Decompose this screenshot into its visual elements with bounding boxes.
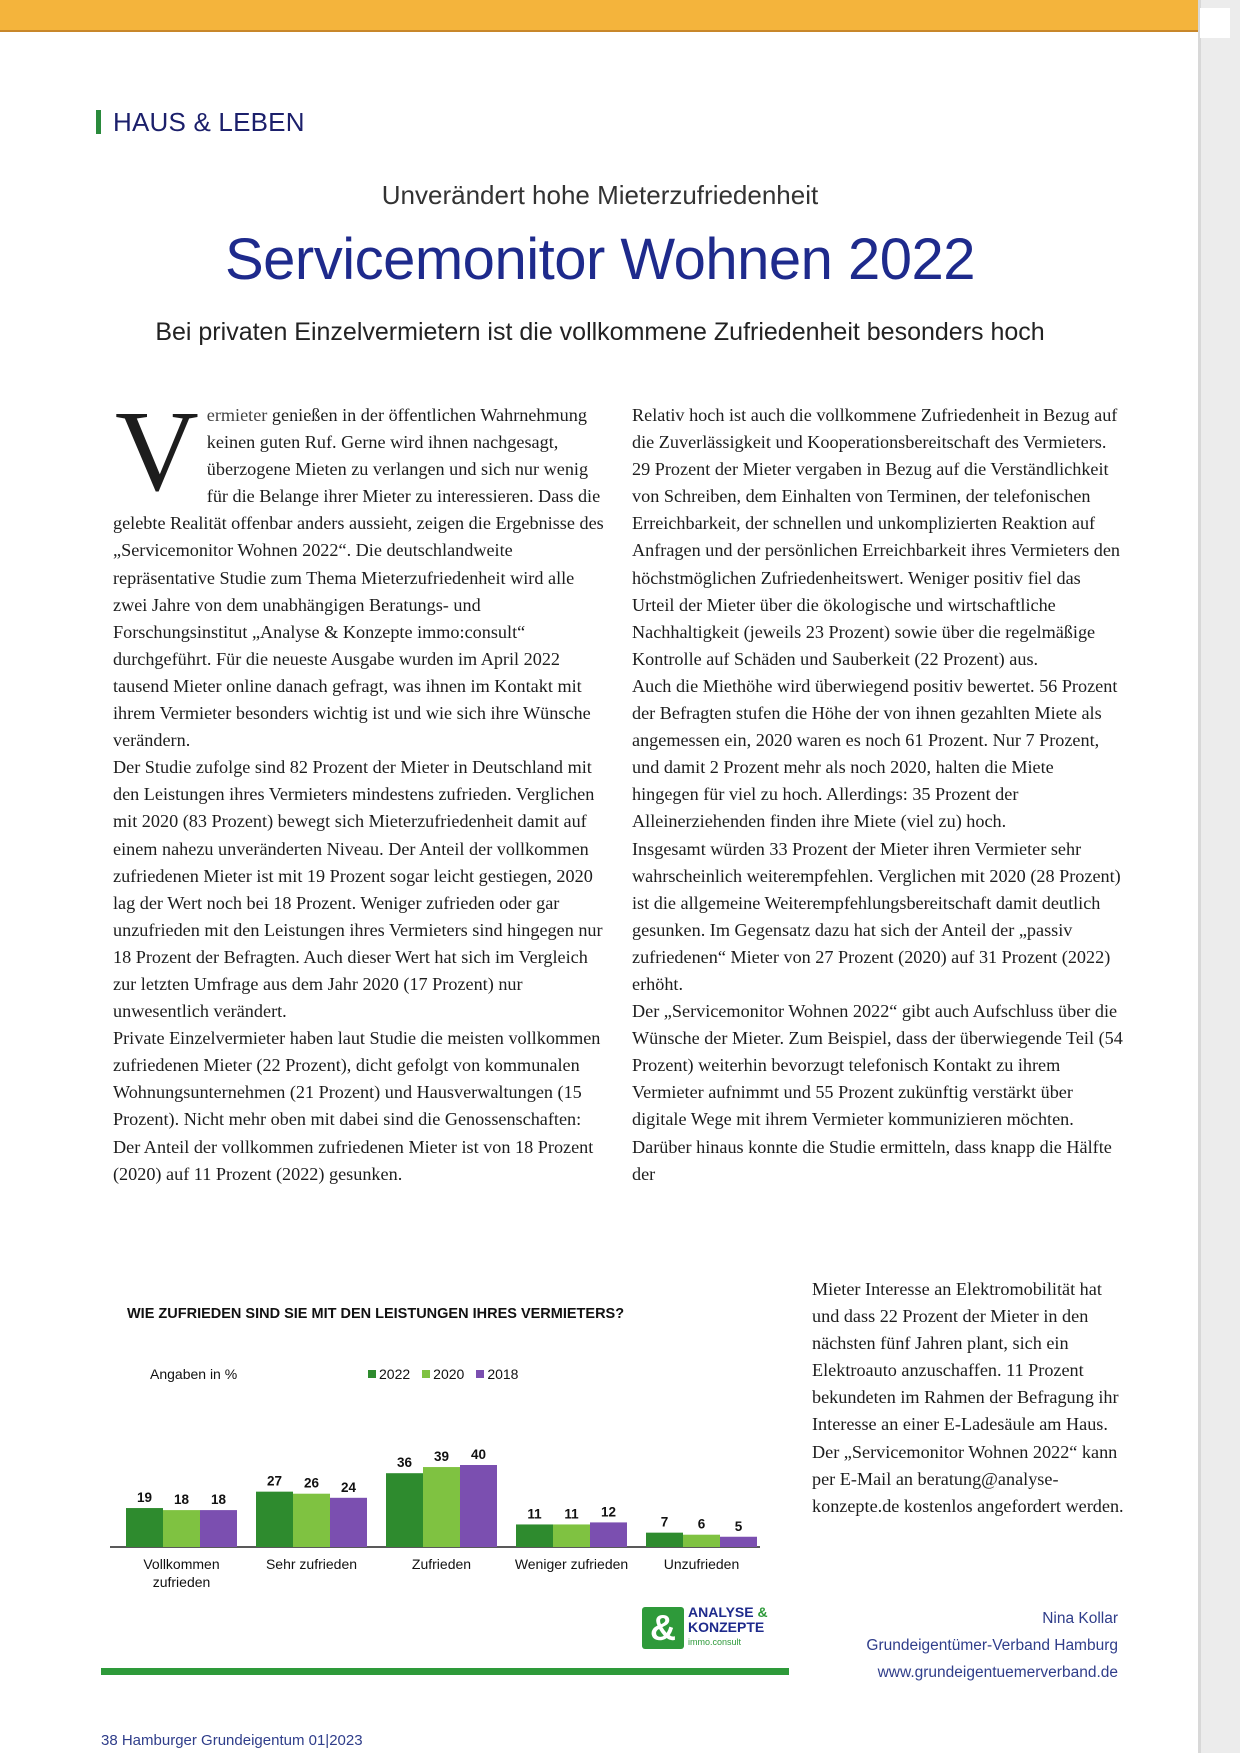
data-label: 11	[564, 1506, 579, 1522]
author-org: Grundeigentümer-Verband Hamburg	[866, 1637, 1118, 1654]
data-label: 18	[173, 1492, 190, 1508]
legend-label: 2022	[379, 1366, 411, 1382]
category-label-line2: zufrieden	[152, 1574, 211, 1590]
category-label: Vollkommen	[143, 1556, 220, 1572]
data-label: 18	[210, 1492, 227, 1508]
bar-2018-2	[460, 1465, 497, 1547]
bar-2022-1	[256, 1492, 293, 1547]
author-url[interactable]: www.grundeigentuemerverband.de	[877, 1664, 1118, 1681]
author-name: Nina Kollar	[1042, 1610, 1118, 1627]
data-label: 5	[734, 1518, 743, 1534]
bar-2020-0	[163, 1510, 200, 1547]
legend-item-2018	[476, 1366, 518, 1382]
page-title: Servicemonitor Wohnen 2022	[224, 227, 976, 292]
bar-2018-4	[720, 1537, 757, 1547]
chart-legend	[368, 1366, 518, 1382]
legend-item-2022	[368, 1366, 410, 1382]
bar-2020-4	[683, 1535, 720, 1547]
legend-label: 2018	[487, 1366, 519, 1382]
article-paragraph: Mieter Interesse an Elektromobilität hat und dass 22 Prozent der Mieter in den nächsten fünf Jahren plant, sich ein Elektroauto anzuschaffen. 11 Prozent bekundeten im Rahmen der Befragung ihr Interesse an einer E-Ladesäule am Haus.	[812, 1279, 1119, 1435]
logo-line-2: KONZEPTE	[688, 1619, 765, 1635]
data-label: 7	[660, 1514, 669, 1530]
article-paragraph: Der „Servicemonitor Wohnen 2022“ kann per E-Mail an beratung@analyse-konzepte.de kostenlos angefordert werden.	[812, 1441, 1124, 1516]
category-label: Weniger zufrieden	[514, 1556, 629, 1572]
article-paragraph: Der „Servicemonitor Wohnen 2022“ gibt auch Aufschluss über die Wünsche der Mieter. Zum Beispiel, dass der überwiegende Teil (54 Prozent) weiterhin bevorzugt telefonisch Kontakt zu ihrem Vermieter aufnimmt und 55 Prozent zukünftig verstärkt über digitale Wege mit ihrem Vermieter kommunizieren möchten. Darüber hinaus konnte die Studie ermitteln, dass knapp die Hälfte der	[632, 1001, 1123, 1184]
bar-2022-4	[646, 1533, 683, 1547]
category-label: Unzufrieden	[663, 1556, 740, 1572]
top-color-band	[0, 0, 1198, 30]
data-label: 26	[303, 1475, 320, 1491]
logo-line-1: ANALYSE	[688, 1604, 754, 1620]
article-column-left	[113, 388, 605, 1188]
article-paragraph: Der Studie zufolge sind 82 Prozent der Mieter in Deutschland mit den Leistungen ihres Vermieters mindestens zufrieden. Verglichen mit 2020 (83 Prozent) bewegt sich Mieterzufriedenheit damit auf einem nahezu unveränderten Niveau. Der Anteil der vollkommen zufriedenen Mieter ist mit 19 Prozent sogar leicht gestiegen, 2020 lag der Wert noch bei 18 Prozent. Weniger zufrieden oder gar unzufrieden mit den Leistungen ihres Vermieters sind hingegen nur 18 Prozent der Befragten. Auch dieser Wert hat sich im Vergleich zur letzten Umfrage aus dem Jahr 2020 (17 Prozent) nur unwesentlich verändert.	[113, 757, 603, 1022]
data-label: 36	[396, 1455, 413, 1471]
page-footer: 38 Hamburger Grundeigentum 01|2023	[101, 1732, 363, 1749]
article-paragraph: Auch die Miethöhe wird überwiegend positiv bewertet. 56 Prozent der Befragten stufen die Höhe der von ihnen gezahlten Miete als angemessen ein, 2020 waren es noch 61 Prozent. Nur 7 Prozent, und damit 2 Prozent mehr als noch 2020, halten die Miete hingegen für viel zu hoch. Allerdings: 35 Prozent der Alleinerziehenden finden ihre Miete (viel zu) hoch.	[632, 675, 1118, 832]
kicker: Unverändert hohe Mieterzufriedenheit	[381, 180, 819, 210]
data-label: 6	[697, 1516, 706, 1532]
chart-unit-label: Angaben in %	[150, 1366, 238, 1382]
bar-2018-1	[330, 1498, 367, 1547]
logo-subline: immo.consult	[688, 1637, 742, 1647]
section-bar-icon	[96, 110, 101, 134]
legend-label: 2020	[433, 1366, 465, 1382]
page-corner-mark	[1200, 8, 1230, 38]
paragraph-text: genießen in der öffentlichen Wahrnehmung keinen guten Ruf. Gerne wird ihnen nachgesagt, überzogene Mieten zu verlangen und sich nur wenig für die Belange ihrer Mieter zu interessieren. Dass die gelebte Realität offenbar anders aussieht, zeigen die Ergebnisse des „Servicemonitor Wohnen 2022“. Die deutschlandweite repräsentative Studie zum Thema Mieterzufriedenheit wird alle zwei Jahre von dem unabhängigen Beratungs- und Forschungsinstitut „Analyse & Konzepte immo:consult“ durchgeführt. Für die neueste Ausgabe wurden im April 2022 tausend Mieter online danach gefragt, was ihnen im Kontakt mit ihrem Vermieter besonders wichtig ist und wie sich ihre Wünsche verändern.	[113, 405, 604, 751]
bar-2022-2	[386, 1473, 423, 1547]
bar-2020-3	[553, 1524, 590, 1547]
logo-amp: &	[757, 1604, 768, 1620]
data-label: 40	[470, 1447, 487, 1462]
data-label: 24	[340, 1479, 357, 1495]
legend-swatch-2018	[476, 1370, 484, 1378]
bar-2022-0	[126, 1508, 163, 1547]
article-paragraph: Private Einzelvermieter haben laut Studie die meisten vollkommen zufriedenen Mieter (22 Prozent), dicht gefolgt von kommunalen Wohnungsunternehmen (21 Prozent) und Hausverwaltungen (15 Prozent). Nicht mehr oben mit dabei sind die Genossenschaften: Der Anteil der vollkommen zufriedenen Mieter ist von 18 Prozent (2020) auf 11 Prozent (2022) gesunken.	[113, 1028, 601, 1184]
article-paragraph: Insgesamt würden 33 Prozent der Mieter ihren Vermieter sehr wahrscheinlich weiterempfehlen. Verglichen mit 2020 (28 Prozent) ist die allgemeine Weiterempfehlungsbereitschaft damit deutlich gesunken. Im Gegensatz dazu hat sich der Anteil der „passiv zufriedenen“ Mieter von 27 Prozent (2020) auf 31 Prozent (2022) erhöht.	[632, 838, 1121, 994]
data-label: 19	[136, 1490, 153, 1506]
lead-word: ermieter	[206, 405, 268, 425]
page-edge	[1198, 0, 1240, 1753]
dropcap: V	[115, 388, 199, 516]
section-text: HAUS & LEBEN	[113, 107, 305, 137]
section-label	[96, 107, 305, 138]
legend-item-2020	[422, 1366, 464, 1382]
article-paragraph: Relativ hoch ist auch die vollkommene Zufriedenheit in Bezug auf die Zuverlässigkeit und Kooperationsbereitschaft des Vermieters. 29 Prozent der Mieter vergaben in Bezug auf die Verständlichkeit von Schreiben, dem Einhalten von Terminen, der telefonischen Erreichbarkeit, der schnellen und unkomplizierten Reaktion auf Anfragen und der persönlichen Erreichbarkeit ihres Vermieters den höchstmöglichen Zufriedenheitswert. Weniger positiv fiel das Urteil der Mieter über die ökologische und wirtschaftliche Nachhaltigkeit (jeweils 23 Prozent) sowie über die regelmäßige Kontrolle auf Schäden und Sauberkeit (22 Prozent) aus.	[632, 405, 1121, 669]
article-column-right	[632, 402, 1124, 1188]
article-paragraph	[113, 388, 605, 754]
author-block	[866, 1605, 1118, 1686]
logo-text	[688, 1605, 768, 1650]
chart-title: WIE ZUFRIEDEN SIND SIE MIT DEN LEISTUNGEN IHRES VERMIETERS?	[127, 1306, 625, 1322]
category-label: Zufrieden	[411, 1556, 472, 1572]
company-logo	[642, 1605, 768, 1650]
bar-2020-2	[423, 1467, 460, 1547]
bar-2018-3	[590, 1522, 627, 1547]
logo-ampersand-icon: &	[642, 1607, 684, 1649]
bar-2022-3	[516, 1524, 553, 1547]
top-divider	[0, 30, 1198, 32]
article-column-right-tail	[812, 1276, 1132, 1520]
data-label: 11	[527, 1506, 542, 1522]
legend-swatch-2020	[422, 1370, 430, 1378]
data-label: 12	[600, 1504, 617, 1520]
legend-swatch-2022	[368, 1370, 376, 1378]
bar-2018-0	[200, 1510, 237, 1547]
category-label: Sehr zufrieden	[265, 1556, 358, 1572]
green-rule	[101, 1668, 789, 1675]
data-label: 39	[433, 1449, 450, 1465]
subtitle: Bei privaten Einzelvermietern ist die vollkommene Zufriedenheit besonders hoch	[155, 318, 1045, 346]
data-label: 27	[266, 1473, 283, 1489]
bar-2020-1	[293, 1494, 330, 1547]
bar-chart	[110, 1395, 770, 1595]
